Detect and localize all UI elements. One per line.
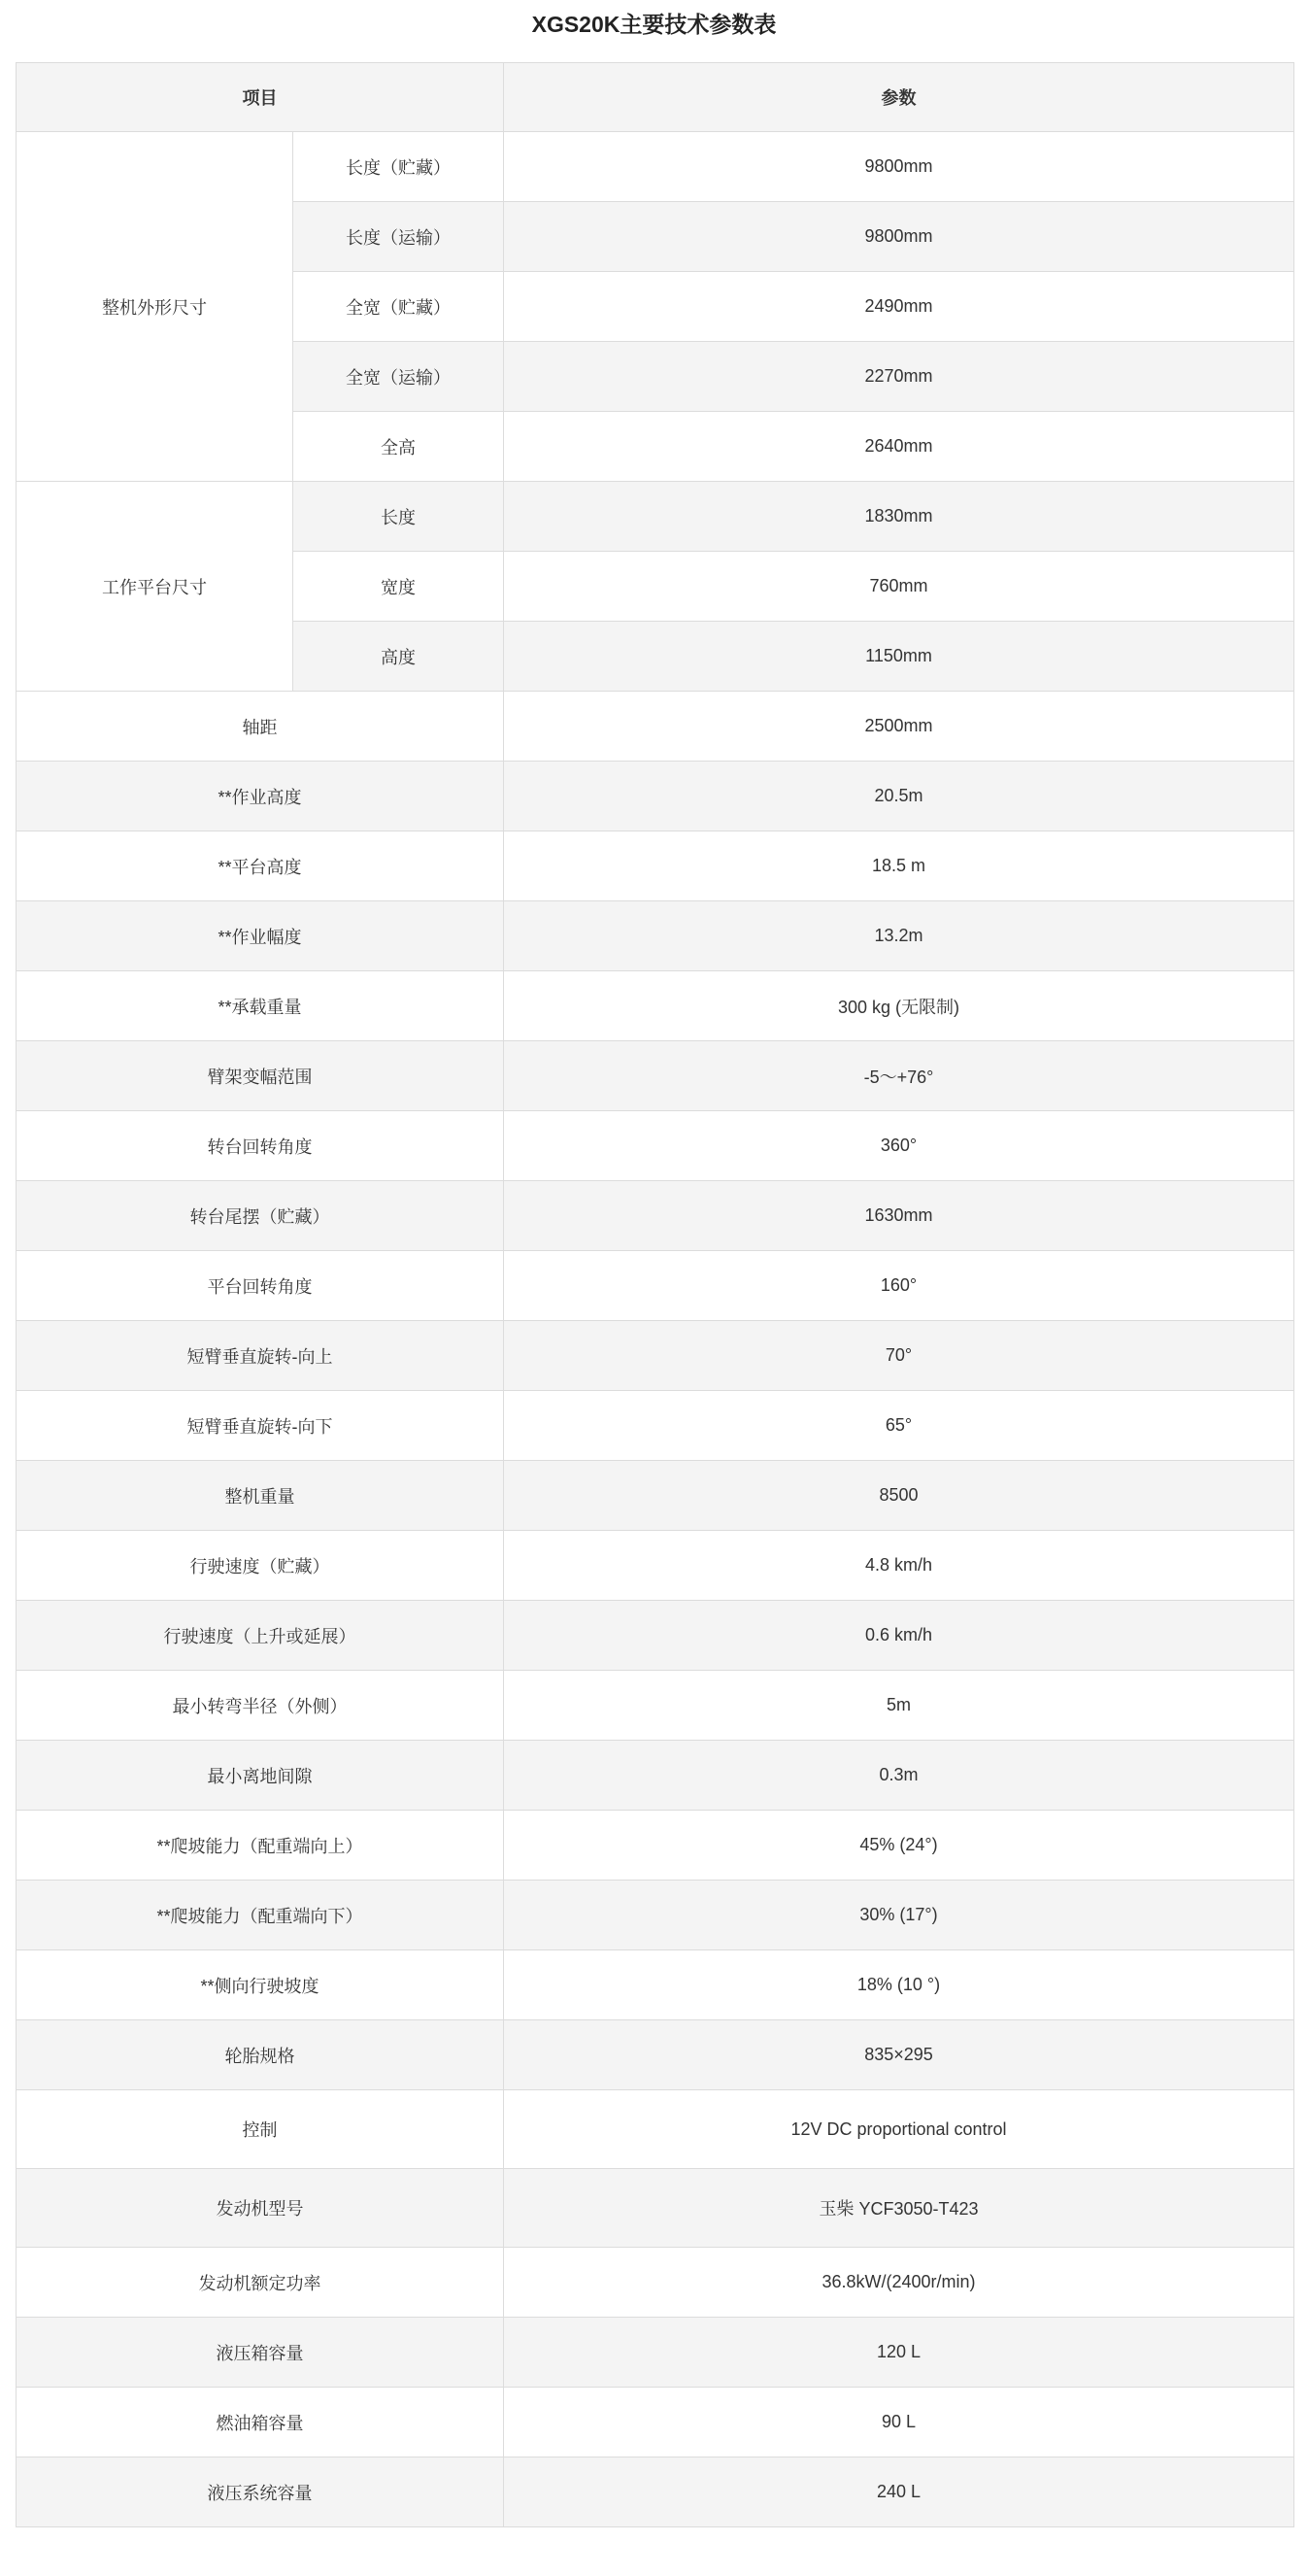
table-row	[17, 1111, 1294, 1181]
row-value: 65°	[504, 1391, 1294, 1461]
table-row	[17, 2248, 1294, 2318]
row-value: 9800mm	[504, 132, 1294, 202]
table-row	[17, 1881, 1294, 1950]
row-value: 0.6 km/h	[504, 1601, 1294, 1671]
table-row	[17, 2457, 1294, 2527]
row-value: 9800mm	[504, 202, 1294, 272]
row-label: 行驶速度（贮藏）	[17, 1531, 504, 1601]
row-value: 1830mm	[504, 482, 1294, 552]
table-row	[17, 1601, 1294, 1671]
table-row	[17, 2169, 1294, 2248]
row-value: 300 kg (无限制)	[504, 971, 1294, 1041]
spec-table	[16, 62, 1294, 2527]
row-label: 宽度	[293, 552, 504, 622]
row-value: 0.3m	[504, 1741, 1294, 1811]
row-value: 20.5m	[504, 762, 1294, 831]
table-row	[17, 2318, 1294, 2388]
table-row	[17, 2090, 1294, 2169]
table-row	[17, 831, 1294, 901]
row-label: **爬坡能力（配重端向下）	[17, 1881, 504, 1950]
row-label: **作业高度	[17, 762, 504, 831]
row-value: 13.2m	[504, 901, 1294, 971]
row-value: 玉柴 YCF3050-T423	[504, 2169, 1294, 2248]
row-value: 2270mm	[504, 342, 1294, 412]
table-row	[17, 1950, 1294, 2020]
header-item: 项目	[17, 63, 504, 132]
row-label: **平台高度	[17, 831, 504, 901]
table-row	[17, 1461, 1294, 1531]
table-row	[17, 1671, 1294, 1741]
row-label: 最小离地间隙	[17, 1741, 504, 1811]
table-row	[17, 1181, 1294, 1251]
table-row	[17, 971, 1294, 1041]
table-row	[17, 2020, 1294, 2090]
row-value: 5m	[504, 1671, 1294, 1741]
row-value: 36.8kW/(2400r/min)	[504, 2248, 1294, 2318]
row-value: 2640mm	[504, 412, 1294, 482]
header-param: 参数	[504, 63, 1294, 132]
table-row	[17, 2388, 1294, 2457]
row-label: 高度	[293, 622, 504, 692]
row-value: 120 L	[504, 2318, 1294, 2388]
row-value: 2500mm	[504, 692, 1294, 762]
row-value: 18% (10 °)	[504, 1950, 1294, 2020]
row-value: 760mm	[504, 552, 1294, 622]
table-header-row	[17, 63, 1294, 132]
row-label: 整机重量	[17, 1461, 504, 1531]
row-value: 2490mm	[504, 272, 1294, 342]
row-value: 4.8 km/h	[504, 1531, 1294, 1601]
group-label: 整机外形尺寸	[17, 132, 293, 482]
row-label: 轮胎规格	[17, 2020, 504, 2090]
row-label: **承载重量	[17, 971, 504, 1041]
row-label: 转台尾摆（贮藏）	[17, 1181, 504, 1251]
table-row	[17, 1741, 1294, 1811]
row-label: 全宽（贮藏）	[293, 272, 504, 342]
row-label: 发动机额定功率	[17, 2248, 504, 2318]
row-value: 240 L	[504, 2457, 1294, 2527]
row-value: -5～+76°	[504, 1041, 1294, 1111]
row-label: 控制	[17, 2090, 504, 2169]
row-label: 燃油箱容量	[17, 2388, 504, 2457]
table-row	[17, 901, 1294, 971]
table-row	[17, 1321, 1294, 1391]
row-label: 液压箱容量	[17, 2318, 504, 2388]
table-row	[17, 1811, 1294, 1881]
row-value: 70°	[504, 1321, 1294, 1391]
table-row	[17, 1251, 1294, 1321]
row-label: **爬坡能力（配重端向上）	[17, 1811, 504, 1881]
row-value: 1630mm	[504, 1181, 1294, 1251]
table-row	[17, 1041, 1294, 1111]
page-title: XGS20K主要技术参数表	[531, 12, 777, 37]
row-label: 短臂垂直旋转-向上	[17, 1321, 504, 1391]
row-value: 12V DC proportional control	[504, 2090, 1294, 2169]
row-label: 行驶速度（上升或延展）	[17, 1601, 504, 1671]
row-label: 长度（贮藏）	[293, 132, 504, 202]
row-label: 发动机型号	[17, 2169, 504, 2248]
row-label: 短臂垂直旋转-向下	[17, 1391, 504, 1461]
row-label: **侧向行驶坡度	[17, 1950, 504, 2020]
row-label: 全宽（运输）	[293, 342, 504, 412]
table-row	[17, 482, 1294, 552]
row-label: 全高	[293, 412, 504, 482]
row-label: 长度	[293, 482, 504, 552]
row-value: 360°	[504, 1111, 1294, 1181]
table-row	[17, 1391, 1294, 1461]
row-label: 臂架变幅范围	[17, 1041, 504, 1111]
row-label: 轴距	[17, 692, 504, 762]
row-value: 18.5 m	[504, 831, 1294, 901]
row-value: 835×295	[504, 2020, 1294, 2090]
row-value: 45% (24°)	[504, 1811, 1294, 1881]
row-label: 平台回转角度	[17, 1251, 504, 1321]
row-value: 90 L	[504, 2388, 1294, 2457]
row-label: **作业幅度	[17, 901, 504, 971]
table-row	[17, 762, 1294, 831]
group-label: 工作平台尺寸	[17, 482, 293, 692]
row-value: 30% (17°)	[504, 1881, 1294, 1950]
table-row	[17, 692, 1294, 762]
row-value: 1150mm	[504, 622, 1294, 692]
row-value: 8500	[504, 1461, 1294, 1531]
row-label: 转台回转角度	[17, 1111, 504, 1181]
row-value: 160°	[504, 1251, 1294, 1321]
row-label: 长度（运输）	[293, 202, 504, 272]
table-row	[17, 132, 1294, 202]
table-row	[17, 1531, 1294, 1601]
row-label: 最小转弯半径（外侧）	[17, 1671, 504, 1741]
row-label: 液压系统容量	[17, 2457, 504, 2527]
